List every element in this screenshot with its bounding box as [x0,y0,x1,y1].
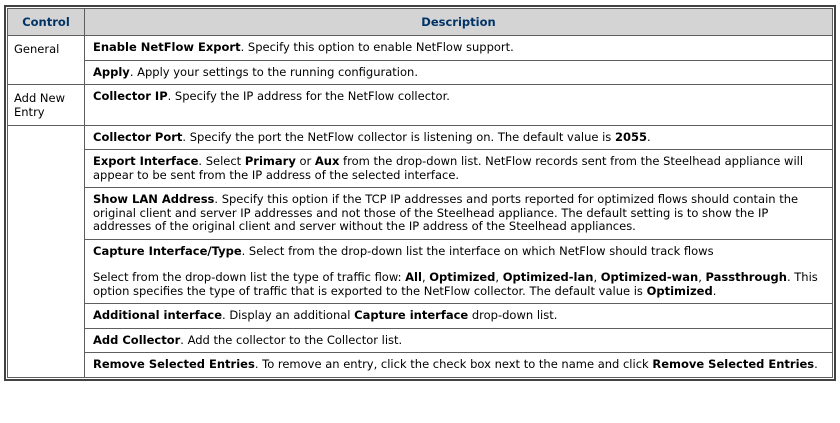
bold-text: Optimized [429,270,496,284]
regular-text: . [646,129,651,144]
description-paragraph [93,66,824,80]
description-cell [85,353,833,378]
description-cell [85,304,833,329]
regular-text: . To remove an entry, click the check box next to the name and click [254,357,653,371]
description-cell [85,36,833,61]
regular-text: , [593,270,601,284]
bold-text: Collector IP [93,89,168,103]
bold-text: Add Collector [93,332,181,347]
description-paragraph [93,271,824,298]
bold-text: Passthrough [705,270,787,284]
bold-text: Apply [93,64,130,79]
description-paragraph [93,245,824,259]
table-row [8,60,833,85]
bold-text: Remove Selected Entries [93,357,255,371]
regular-text: or [295,154,315,168]
description-paragraph [93,358,824,372]
control-cell: General [8,36,85,85]
description-cell [85,125,833,150]
bold-text: 2055 [614,129,647,144]
bold-text: Capture Interface/Type [93,243,242,258]
table-body [8,36,833,378]
description-paragraph [93,193,824,234]
description-paragraph [93,90,824,104]
netflow-settings-table [4,5,836,381]
bold-text: Primary [244,154,296,168]
bold-text: Remove Selected Entries [652,357,815,371]
regular-text: . Select from the drop-down list the interface on which NetFlow should track flows [241,243,714,258]
control-cell: Add New Entry [8,85,85,126]
description-paragraph [93,155,824,182]
table-row [8,85,833,126]
regular-text: . Specify the IP address for the NetFlow collector. [167,89,450,103]
table-row [8,150,833,188]
table-row [8,125,833,150]
regular-text: . Specify this option if the TCP IP addresses and ports reported for optimized flows should contain the original client and server IP addresses and not those of the Steelhead appliance. The default setting is to show the IP addresses of the original client and server without the IP address of the Steelhead appliances. [93,192,799,233]
bold-text: Capture interface [354,308,469,322]
table-row [8,328,833,353]
bold-text: Show LAN Address [93,192,215,206]
table-row [8,36,833,61]
bold-text: Additional interface [93,308,223,322]
table-row [8,188,833,240]
description-paragraph [93,309,824,323]
bold-text: Collector Port [93,129,183,144]
table-header-row [8,9,833,36]
bold-text: Optimized-lan [502,270,594,284]
description-cell [85,150,833,188]
bold-text: All [405,270,422,284]
control-description-table [7,8,833,378]
bold-text: Aux [314,154,340,168]
regular-text: drop-down list. [468,308,558,322]
control-column-header: Control [8,9,85,36]
regular-text: , [421,270,430,284]
regular-text: . Select [198,154,245,168]
description-paragraph [93,131,824,145]
regular-text: . Add the collector to the Collector list. [180,332,403,347]
description-cell [85,188,833,240]
description-column-header: Description [85,9,833,36]
bold-text: Optimized [646,283,713,298]
regular-text: . Specify the port the NetFlow collector is listening on. The default value is [182,129,615,144]
description-cell [85,60,833,85]
description-cell [85,328,833,353]
description-cell [85,85,833,126]
regular-text: . [814,357,818,371]
table-row [8,239,833,304]
table-row [8,353,833,378]
regular-text: . [712,283,717,298]
bold-text: Export Interface [93,154,199,168]
regular-text: from the drop-down list. NetFlow records sent from the Steelhead appliance will appear to be sent from the IP address of the selected interface. [93,154,804,182]
regular-text: . Specify this option to enable NetFlow support. [240,40,514,54]
regular-text: , [495,270,503,284]
regular-text: Select from the drop-down list the type of traffic flow: [93,270,406,284]
regular-text: . This option specifies the type of traffic that is exported to the NetFlow collector. The default value is [93,270,818,298]
bold-text: Enable NetFlow Export [93,40,241,54]
description-paragraph [93,334,824,348]
bold-text: Optimized-wan [600,270,699,284]
table-row [8,304,833,329]
regular-text: . Display an additional [222,308,355,322]
regular-text: . Apply your settings to the running configuration. [129,64,418,79]
regular-text: , [698,270,706,284]
description-paragraph [93,41,824,55]
control-cell [8,125,85,377]
description-cell [85,239,833,304]
